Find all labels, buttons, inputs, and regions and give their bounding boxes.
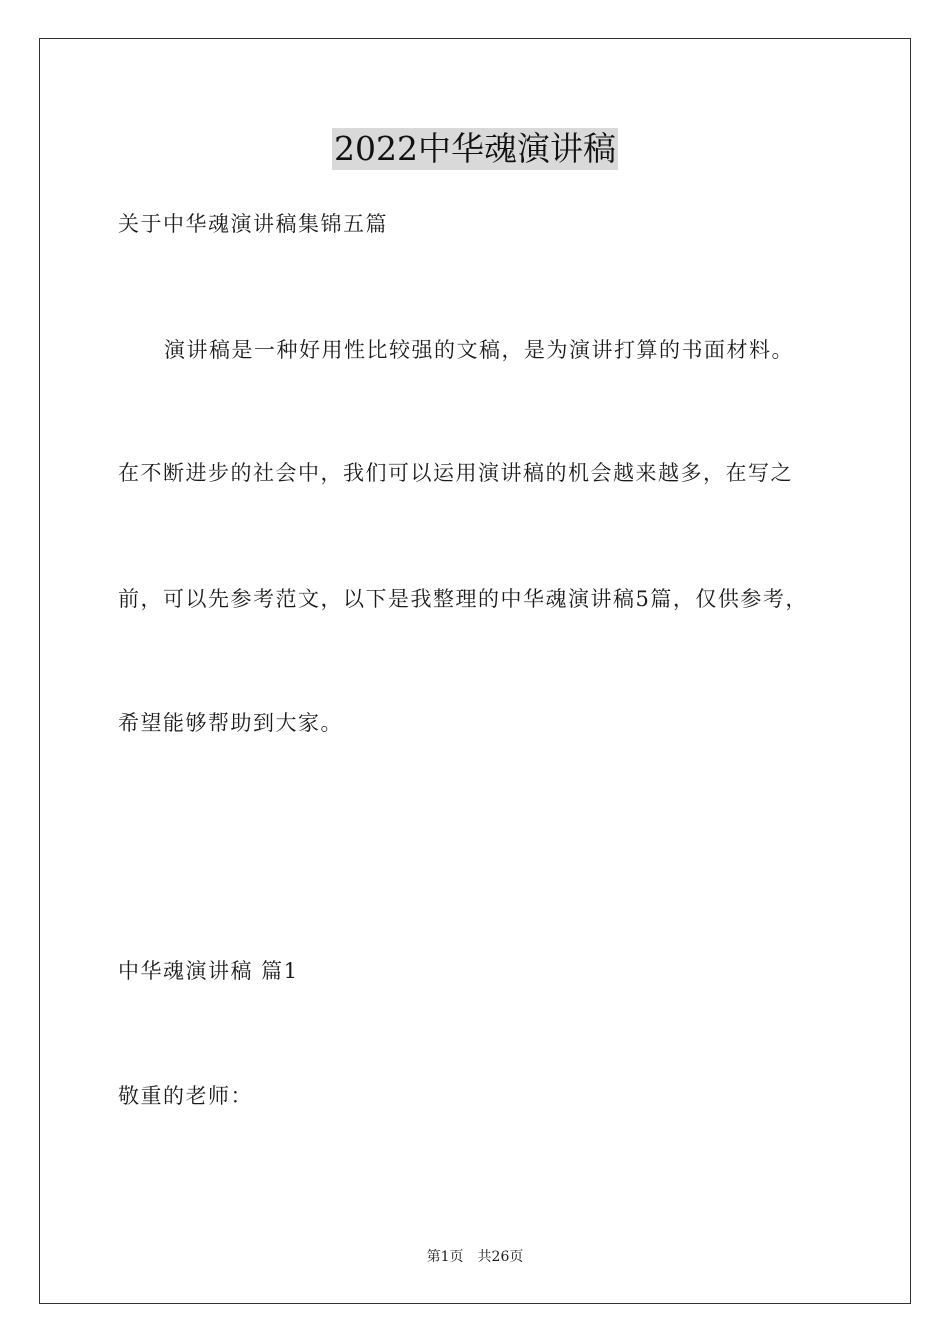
page-number-current: 第1页 [426,1249,464,1265]
page-footer [0,1248,950,1266]
document-title: 2022中华魂演讲稿 [334,129,616,168]
salutation: 敬重的老师： [118,1084,253,1108]
section-heading: 中华魂演讲稿 篇1 [118,959,299,983]
paragraph-line-4: 希望能够帮助到大家。 [118,711,343,735]
paragraph-line-1: 演讲稿是一种好用性比较强的文稿，是为演讲打算的书面材料。 [164,338,794,362]
page-number-total: 共26页 [477,1249,524,1265]
paragraph-line-3: 前，可以先参考范文，以下是我整理的中华魂演讲稿5篇，仅供参考， [118,587,808,611]
paragraph-line-2: 在不断进步的社会中，我们可以运用演讲稿的机会越来越多，在写之 [118,461,793,485]
title-container [0,128,950,170]
document-subtitle: 关于中华魂演讲稿集锦五篇 [118,212,388,236]
